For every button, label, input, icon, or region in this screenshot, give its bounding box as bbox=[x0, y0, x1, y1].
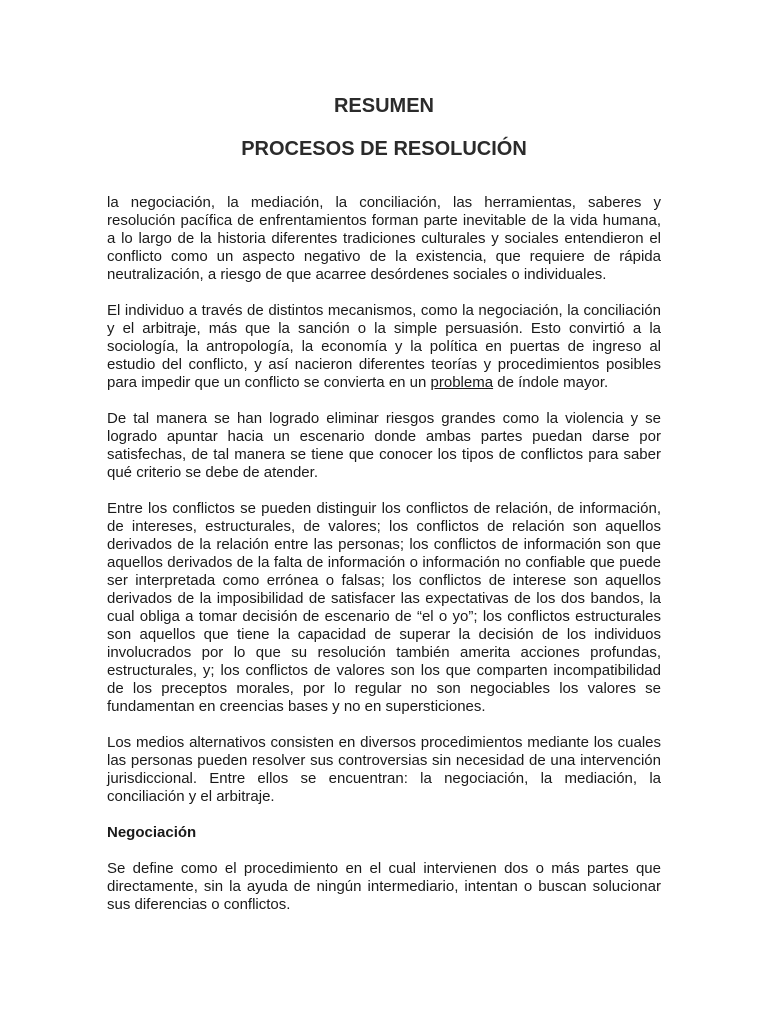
problema-link[interactable]: problema bbox=[430, 374, 494, 391]
paragraph-mechanisms-end: de índole mayor. bbox=[493, 374, 609, 391]
paragraph-risks: De tal manera se han logrado eliminar riesgos grandes como la violencia y se logrado apuntar hacia un escenario donde ambas partes puedan darse por satisfechas, de tal manera se tiene que conocer los tipos de conflictos para saber qué criterio se debe de atender. bbox=[107, 410, 661, 481]
paragraph-negociacion-definition: Se define como el procedimiento en el cual intervienen dos o más partes que directamente, sin la ayuda de ningún intermediario, intentan o buscan solucionar sus diferencias o conflictos. bbox=[107, 860, 661, 913]
document-body bbox=[107, 194, 661, 914]
paragraph-mechanisms bbox=[107, 302, 661, 392]
paragraph-intro: la negociación, la mediación, la conciliación, las herramientas, saberes y resolución pacífica de enfrentamientos forman parte inevitable de la vida humana, a lo largo de la historia diferentes tradiciones culturales y sociales entendieron el conflicto como un aspecto negativo de la existencia, que requiere de rápida neutralización, a riesgo de que acarree desórdenes sociales o individuales. bbox=[107, 194, 661, 283]
document-subtitle: PROCESOS DE RESOLUCIÓN bbox=[241, 138, 527, 160]
document-page bbox=[107, 90, 661, 932]
paragraph-mechanisms-text: El individuo a través de distintos mecanismos, como la negociación, la conciliación y el arbitraje, más que la sanción o la simple persuasión. Esto convirtió a la sociología, la antropología, la economía y la política en puertas de ingreso al estudio del conflicto, y así nacieron diferentes teorías y procedimientos posibles para impedir que un conflicto se convierta en un bbox=[107, 302, 661, 391]
document-title: RESUMEN bbox=[333, 95, 434, 117]
paragraph-conflict-types: Entre los conflictos se pueden distinguir los conflictos de relación, de información, de intereses, estructurales, de valores; los conflictos de relación son aquellos derivados de la relación entre las personas; los conflictos de información son que aquellos derivados de la falta de información o información no confiable que puede ser interpretada como errónea o falsas; los conflictos de interese son aquellos derivados de la imposibilidad de satisfacer las expectativas de los dos bandos, la cual obliga a tomar decisión de escenario de “el o yo”; los conflictos estructurales son aquellos que tiene la capacidad de superar la decisión de los individuos involucrados por lo que su resolución también amerita acciones profundas, estructurales, y; los conflictos de valores son los que comparten incompatibilidad de los preceptos morales, por lo regular no son negociables los valores se fundamentan en creencias bases y no en supersticiones. bbox=[107, 500, 661, 715]
section-heading-negociacion: Negociación bbox=[107, 824, 197, 841]
paragraph-alternative-means: Los medios alternativos consisten en diversos procedimientos mediante los cuales las personas pueden resolver sus controversias sin necesidad de una intervención jurisdiccional. Entre ellos se encuentran: la negociación, la mediación, la conciliación y el arbitraje. bbox=[107, 734, 661, 805]
